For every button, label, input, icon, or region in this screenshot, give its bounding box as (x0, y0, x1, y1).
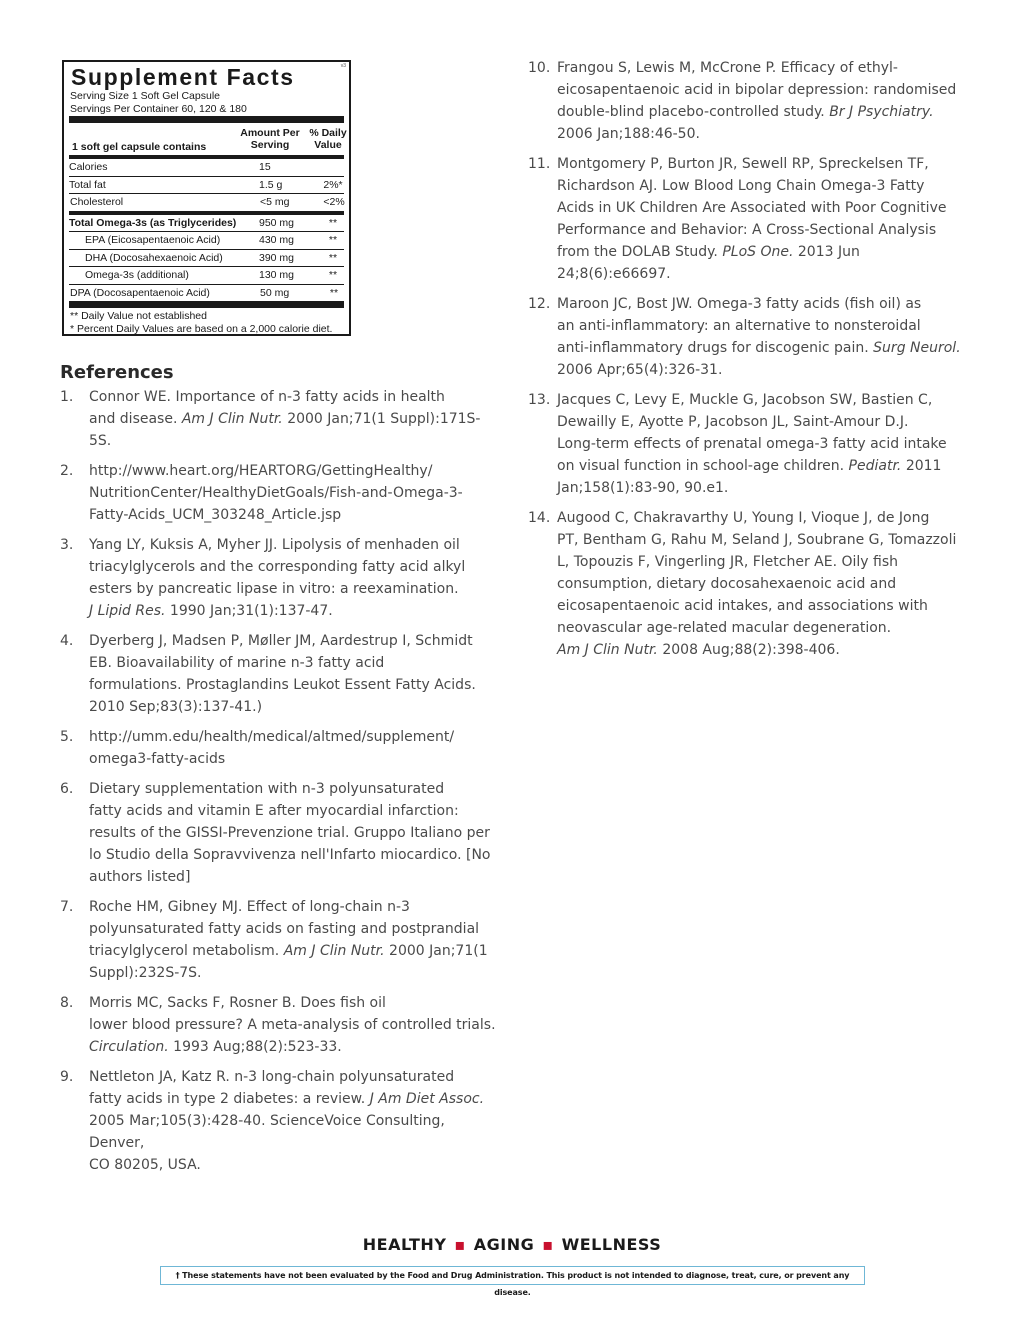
reference-number: 12. (528, 296, 551, 312)
nutrient-dv: ** (329, 286, 339, 299)
reference-text (557, 153, 970, 285)
reference-citation: Frangou S, Lewis M, McCrone P. Efficacy of ethyl- eicosapentaenoic acid in bipolar depression: randomised double-blind placebo-controlled study. (557, 60, 957, 120)
facts-row-omega3-additional (69, 267, 344, 285)
reference-number: 10. (528, 60, 551, 76)
tagline (0, 1235, 1024, 1254)
nutrient-amount: 50 mg (260, 286, 290, 299)
reference-details: 2000 Jan;71(1 Suppl):171S-5S. (89, 411, 481, 449)
reference-journal: J Am Diet Assoc. (369, 1091, 485, 1107)
tagline-word: WELLNESS (561, 1235, 662, 1254)
reference-journal: Circulation. (89, 1039, 169, 1055)
facts-row-total-fat (69, 177, 344, 195)
reference-item (60, 386, 502, 452)
reference-item (60, 726, 502, 770)
reference-citation: Dietary supplementation with n-3 polyunsaturated fatty acids and vitamin E after myocardial infarction: results of the GISSI-Prevenzione trial. Gruppo Italiano per lo Studio della Sopravvivenza nell'Infarto miocardico. [No authors listed] (89, 781, 491, 885)
facts-row-dpa (70, 285, 343, 302)
reference-text (557, 507, 970, 661)
reference-citation: Augood C, Chakravarthy U, Young I, Vioque J, de Jong PT, Bentham G, Rahu M, Seland J, Soubrane G, Tomazzoli L, Topouzis F, Vingerling JR, Fletcher AE. Oily fish consumption, dietary docosahexaenoic acid and eicosapentaenoic acid intakes, and associations with neovascular age-related macular degeneration. (557, 510, 957, 636)
nutrient-dv: <2% (323, 196, 345, 208)
reference-citation: Dyerberg J, Madsen P, Møller JM, Aardestrup I, Schmidt EB. Bioavailability of marine n-3 fatty acid formulations. Prostaglandins Leukot Essent Fatty Acids. 2010 Sep;83(3):137-41.) (89, 633, 476, 715)
reference-details: 2006 Apr;65(4):326-31. (557, 362, 723, 378)
reference-item (528, 57, 970, 145)
reference-item (60, 534, 502, 622)
reference-journal: Am J Clin Nutr. (557, 642, 658, 658)
tagline-word: AGING (473, 1235, 535, 1254)
reference-item (60, 992, 502, 1058)
separator-bullet: ▪ (454, 1235, 466, 1254)
nutrient-amount: <5 mg (260, 196, 290, 208)
reference-journal: Am J Clin Nutr. (283, 943, 385, 959)
reference-details: 2011 Jan;158(1):83-90, 90.e1. (557, 458, 942, 496)
reference-citation: http://umm.edu/health/medical/altmed/supplement/ omega3-fatty-acids (89, 729, 455, 767)
reference-number: 9. (60, 1069, 74, 1085)
reference-item (60, 778, 502, 888)
facts-row-total-omega3 (69, 215, 344, 233)
reference-item (528, 389, 970, 499)
reference-journal: PLoS One. (722, 244, 794, 260)
nutrient-name: Omega-3s (additional) (85, 269, 189, 281)
reference-text (557, 57, 970, 145)
nutrient-name: DHA (Docosahexaenoic Acid) (85, 251, 223, 264)
reference-item (60, 896, 502, 984)
reference-citation: Yang LY, Kuksis A, Myher JJ. Lipolysis of menhaden oil triacylglycerols and the corresponding fatty acid alkyl esters by pancreatic lipase in vitro: a reexamination. (89, 537, 466, 597)
servings-per-container: Servings Per Container 60, 120 & 180 (70, 103, 247, 115)
supplement-facts-panel (62, 60, 351, 336)
reference-journal: Surg Neurol. (873, 340, 961, 356)
reference-details: 1993 Aug;88(2):523-33. (168, 1039, 342, 1055)
supplement-facts-title: Supplement Facts (71, 64, 295, 90)
nutrient-dv: ** (328, 269, 338, 281)
references-heading: References (60, 362, 174, 383)
reference-citation: Montgomery P, Burton JR, Sewell RP, Spreckelsen TF, Richardson AJ. Low Blood Long Chain Omega-3 Fatty Acids in UK Children Are Associated with Poor Cognitive Performance and Behavior: A Cross-Sectional Analysis from the DOLAB Study. (557, 156, 947, 260)
reference-journal: Br J Psychiatry. (829, 104, 934, 120)
nutrient-amount: 1.5 g (259, 178, 283, 191)
reference-text (89, 534, 502, 622)
reference-item (528, 153, 970, 285)
facts-row-cholesterol (70, 194, 343, 211)
reference-details: 1990 Jan;31(1):137-47. (165, 603, 333, 619)
reference-citation: Maroon JC, Bost JW. Omega-3 fatty acids (fish oil) as an anti-inflammatory: an alternative to nonsteroidal anti-inflammatory drugs for discogenic pain. (557, 296, 922, 356)
facts-row-epa (69, 232, 344, 250)
reference-number: 14. (528, 510, 551, 526)
reference-journal: Am J Clin Nutr. (181, 411, 283, 427)
reference-details: 2005 Mar;105(3):428-40. ScienceVoice Consulting, Denver, CO 80205, USA. (89, 1113, 445, 1173)
nutrient-dv: ** (328, 251, 338, 264)
reference-number: 13. (528, 392, 551, 408)
nutrient-amount: 430 mg (259, 234, 295, 246)
reference-number: 1. (60, 389, 74, 405)
nutrient-name: Cholesterol (70, 196, 124, 208)
footnote-daily-value: ** Daily Value not established (70, 310, 207, 322)
reference-text (89, 460, 502, 526)
references-column-left (60, 386, 502, 1184)
footnote-percent-daily: * Percent Daily Values are based on a 2,000 calorie diet. (70, 323, 333, 335)
version-mark: v3 (340, 63, 346, 69)
reference-text (89, 778, 502, 888)
facts-header-row (70, 123, 347, 155)
reference-number: 8. (60, 995, 74, 1011)
separator-bullet: ▪ (542, 1235, 554, 1254)
reference-number: 3. (60, 537, 74, 553)
reference-text (89, 1066, 502, 1176)
serving-size: Serving Size 1 Soft Gel Capsule (70, 90, 220, 102)
reference-citation: http://www.heart.org/HEARTORG/GettingHealthy/ NutritionCenter/HealthyDietGoals/Fish-and-Omega-3- Fatty-Acids_UCM_303248_Article.jsp (89, 463, 463, 523)
nutrient-name: EPA (Eicosapentaenoic Acid) (85, 234, 221, 246)
reference-number: 11. (528, 156, 551, 172)
nutrient-amount: 15 (259, 161, 271, 173)
references-column-right (528, 57, 970, 669)
tagline-word: HEALTHY (362, 1235, 447, 1254)
thick-divider (69, 116, 344, 123)
nutrient-name: DPA (Docosapentaenoic Acid) (70, 286, 210, 299)
reference-details: 2006 Jan;188:46-50. (557, 126, 700, 142)
reference-item (60, 460, 502, 526)
reference-number: 4. (60, 633, 74, 649)
reference-citation: Morris MC, Sacks F, Rosner B. Does fish oil lower blood pressure? A meta-analysis of controlled trials. (89, 995, 496, 1033)
thick-divider (69, 301, 344, 308)
reference-text (89, 726, 502, 770)
nutrient-name: Total fat (69, 178, 106, 191)
nutrient-dv: ** (328, 216, 338, 229)
header-contains: 1 soft gel capsule contains (72, 141, 207, 153)
reference-text (557, 389, 970, 499)
reference-text (89, 630, 502, 718)
reference-item (528, 293, 970, 381)
reference-citation: Roche HM, Gibney MJ. Effect of long-chain n-3 polyunsaturated fatty acids on fasting and postprandial triacylglycerol metabolism. (89, 899, 480, 959)
facts-footnotes (70, 308, 343, 336)
reference-details: 2000 Jan;71(1 Suppl):232S-7S. (89, 943, 488, 981)
reference-citation: Jacques C, Levy E, Muckle G, Jacobson SW, Bastien C, Dewailly E, Ayotte P, Jacobson JL, Saint-Amour D.J. Long-term effects of prenatal omega-3 fatty acid intake on visual function in school-age children. (557, 392, 947, 474)
reference-number: 7. (60, 899, 74, 915)
reference-text (89, 992, 502, 1058)
reference-number: 2. (60, 463, 74, 479)
reference-text (89, 386, 502, 452)
reference-journal: Pediatr. (848, 458, 902, 474)
nutrient-amount: 950 mg (259, 216, 295, 229)
nutrient-name: Total Omega-3s (as Triglycerides) (69, 216, 237, 229)
reference-text (89, 896, 502, 984)
facts-row-calories (69, 159, 344, 177)
nutrient-dv: 2%* (323, 178, 343, 191)
reference-item (60, 1066, 502, 1176)
reference-details: 2008 Aug;88(2):398-406. (657, 642, 840, 658)
header-daily-value: % Daily Value (309, 127, 347, 151)
header-amount-per-serving: Amount Per Serving (240, 127, 300, 151)
reference-citation: Nettleton JA, Katz R. n-3 long-chain polyunsaturated fatty acids in type 2 diabetes: a review. (89, 1069, 455, 1107)
reference-item (528, 507, 970, 661)
nutrient-dv: ** (328, 234, 338, 246)
reference-number: 5. (60, 729, 74, 745)
nutrient-name: Calories (69, 161, 108, 173)
reference-details: 2013 Jun 24;8(6):e66697. (557, 244, 860, 282)
fda-disclaimer: † These statements have not been evaluated by the Food and Drug Administration. This product is not intended to diagnose, treat, cure, or prevent any disease. (160, 1266, 865, 1285)
reference-citation: Connor WE. Importance of n-3 fatty acids in health and disease. (89, 389, 445, 427)
nutrient-amount: 130 mg (259, 269, 295, 281)
reference-text (557, 293, 970, 381)
nutrient-amount: 390 mg (259, 251, 295, 264)
reference-item (60, 630, 502, 718)
reference-journal: J Lipid Res. (89, 603, 166, 619)
facts-row-dha (69, 250, 344, 268)
reference-number: 6. (60, 781, 74, 797)
